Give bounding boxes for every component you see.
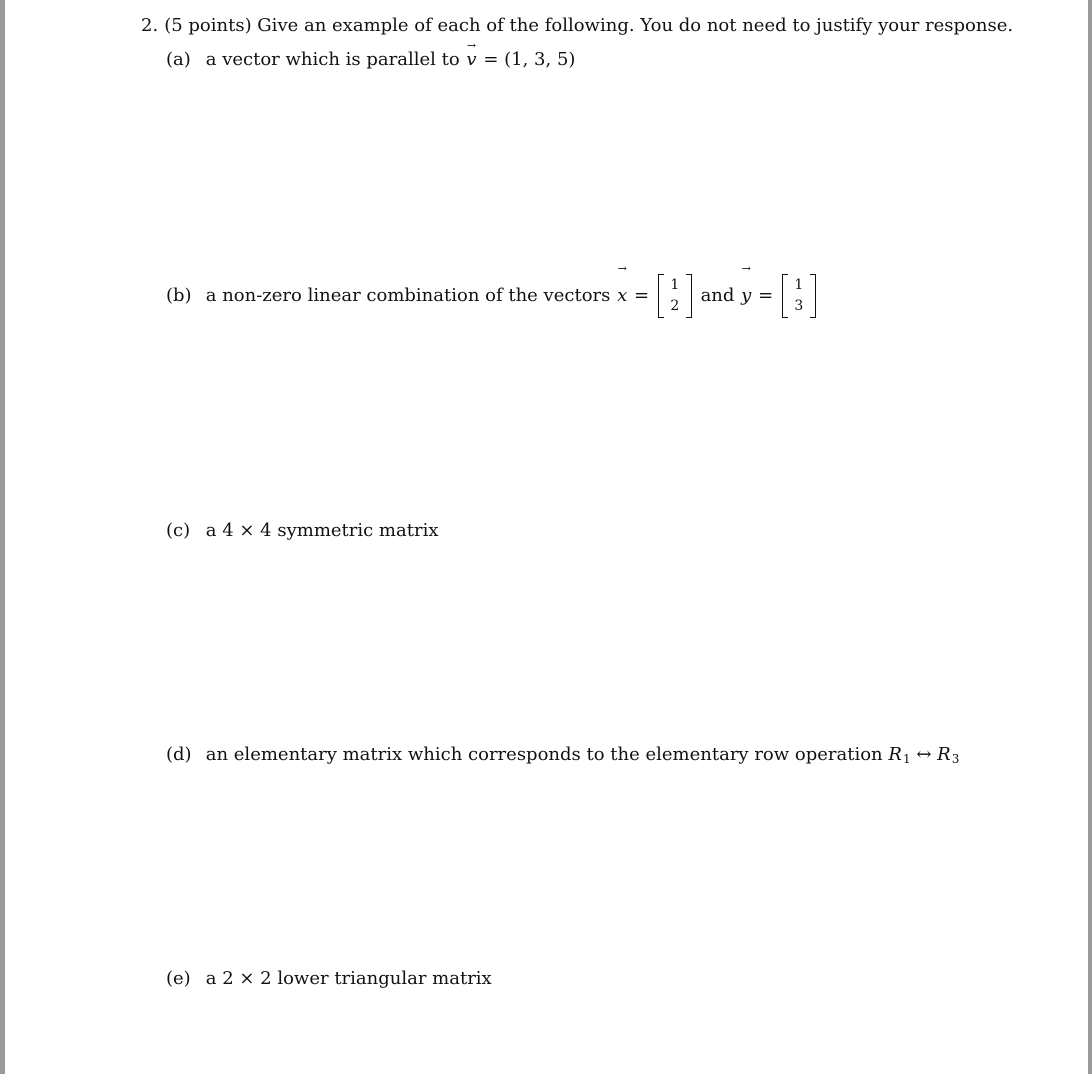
part-b-label: (b) [166,285,192,306]
vector-arrow-icon: → [466,39,477,52]
row-r3-symbol: R [937,744,951,765]
row-r1-subscript: 1 [902,752,911,766]
row-r1-symbol: R [888,744,902,765]
part-d [166,744,959,770]
vector-arrow-icon: → [741,262,751,275]
right-page-edge [1088,0,1092,1074]
vector-x [616,262,628,320]
vector-x-entry-2: 2 [670,298,680,314]
vector-x-symbol: x [617,285,628,306]
part-a-text: a vector which is parallel to [205,49,460,70]
part-b-connector: and [700,285,735,306]
problem-heading [141,15,1013,37]
vector-y-entry-1: 1 [794,277,804,293]
part-d-text: an elementary matrix which corresponds to the elementary row operation [205,744,883,765]
part-b [166,262,819,322]
vector-y [740,262,752,320]
part-a-label: (a) [166,49,191,70]
vector-x-equals: = [634,285,650,306]
part-c-label: (c) [166,520,191,541]
part-c [166,520,438,542]
row-r3-subscript: 3 [951,752,960,766]
vector-v [465,39,477,71]
part-d-label: (d) [166,744,192,765]
vector-y-symbol: y [741,285,752,306]
part-e [166,968,492,990]
part-e-text: a 2 × 2 lower triangular matrix [205,968,492,989]
problem-intro: (5 points) Give an example of each of the following. You do not need to justify your response. [164,15,1014,36]
problem-number: 2. [141,15,159,36]
vector-x-column [658,274,692,318]
vector-y-equals: = [758,285,774,306]
left-page-edge [0,0,5,1074]
right-bracket [810,274,816,318]
right-bracket [686,274,692,318]
vector-x-entry-1: 1 [670,277,680,293]
vector-y-entry-2: 3 [794,298,804,314]
vector-y-column [782,274,816,318]
part-e-label: (e) [166,968,191,989]
part-b-text: a non-zero linear combination of the vectors [205,285,611,306]
row-r1 [888,744,910,765]
vector-arrow-icon: → [617,262,627,275]
vector-v-symbol: v [466,49,477,70]
vector-v-value: (1, 3, 5) [504,49,576,70]
part-a-equals: = [483,49,499,70]
part-c-text: a 4 × 4 symmetric matrix [205,520,439,541]
part-a [166,39,576,71]
row-swap-arrow-icon: ↔ [916,744,932,765]
row-r3 [937,744,959,765]
